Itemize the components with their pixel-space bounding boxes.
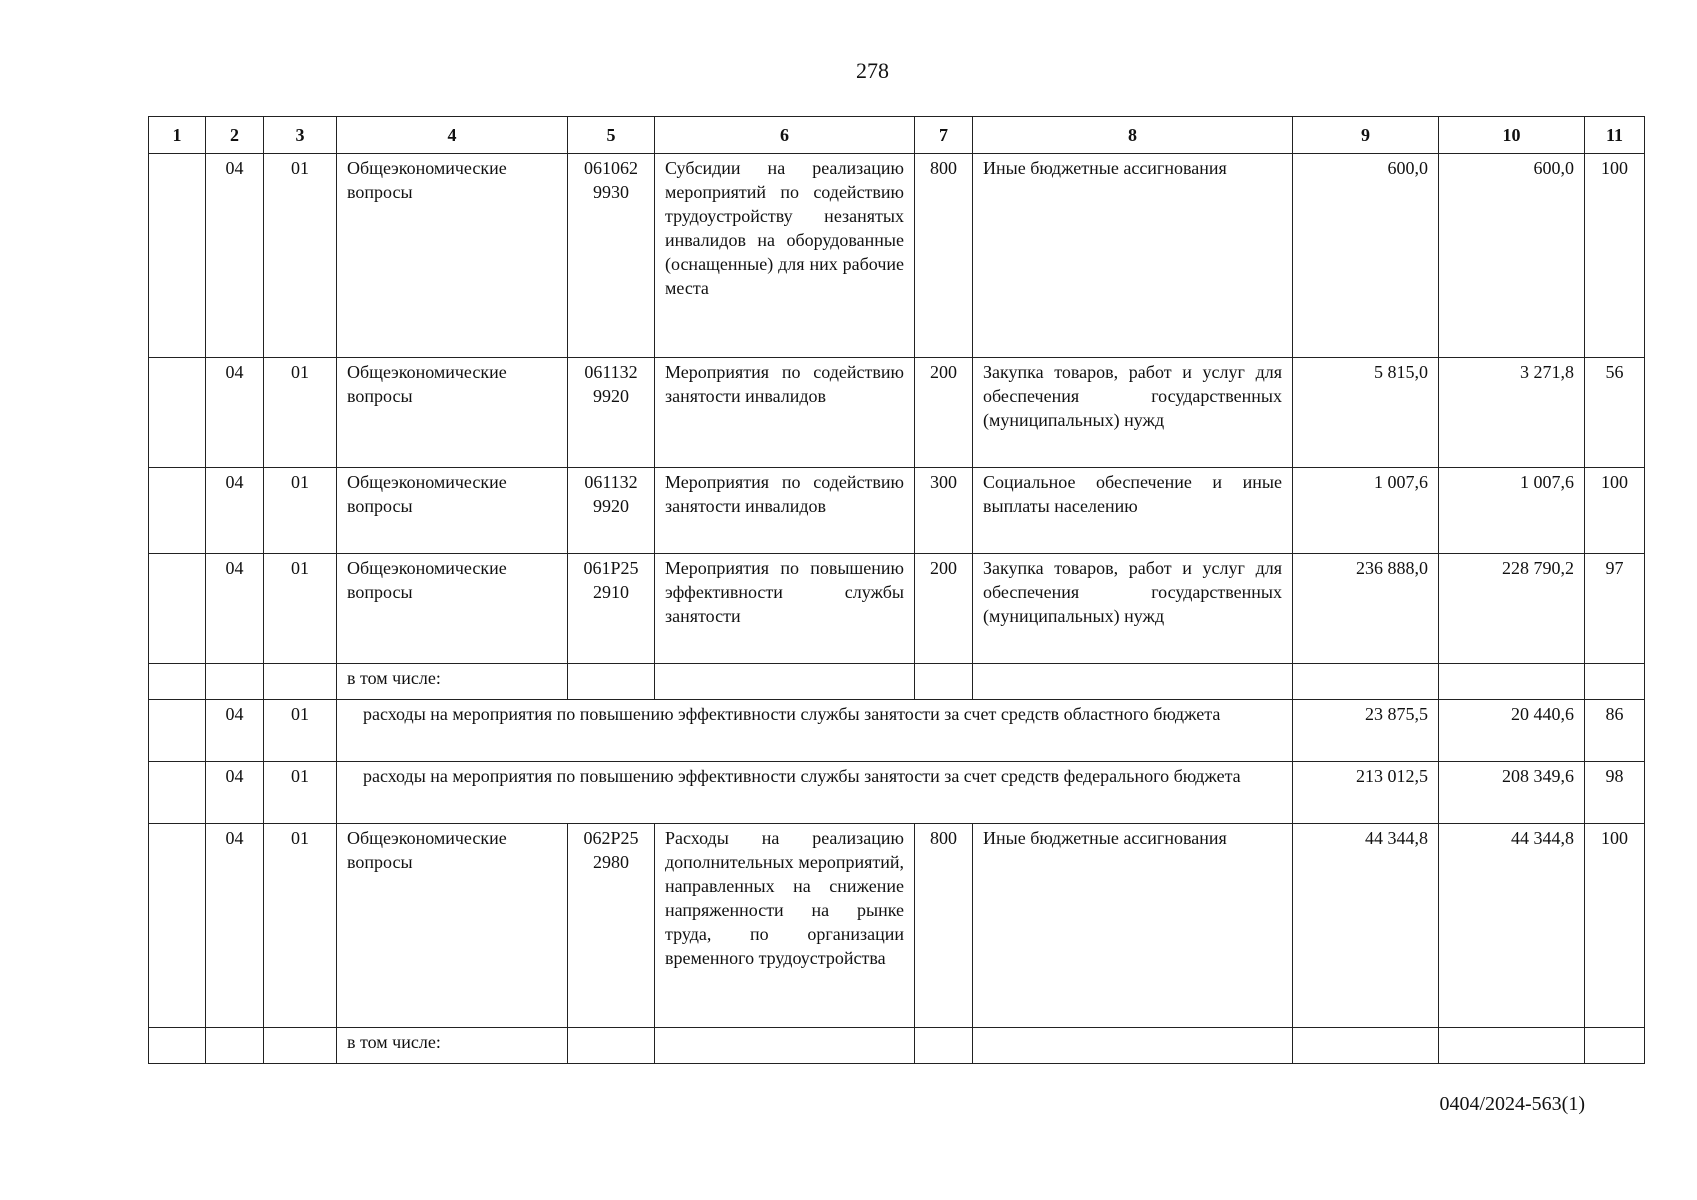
cell-percent: 56: [1585, 358, 1645, 468]
cell-target-name: Расходы на реализацию дополнительных мероприятий, направленных на снижение напряженности на рынке труда, по организации временного трудоустройства: [655, 824, 915, 1028]
cell-executed: 20 440,6: [1439, 700, 1585, 762]
cell-expense-name: Социальное обеспечение и иные выплаты населению: [973, 468, 1293, 554]
cell-expense-type: 300: [915, 468, 973, 554]
cell-percent: 98: [1585, 762, 1645, 824]
cell-subsection: 01: [264, 154, 337, 358]
cell-planned: 236 888,0: [1293, 554, 1439, 664]
cell-expense-name: Закупка товаров, работ и услуг для обеспечения государственных (муниципальных) нужд: [973, 358, 1293, 468]
cell-executed: 208 349,6: [1439, 762, 1585, 824]
cell-col-1: [149, 554, 206, 664]
cell-section-name: Общеэкономические вопросы: [337, 154, 568, 358]
cell-expense-name: Иные бюджетные ассигнования: [973, 824, 1293, 1028]
page-number: 278: [856, 58, 889, 83]
table-row: [149, 762, 1645, 824]
cell-subsection: 01: [264, 358, 337, 468]
cell-executed: 1 007,6: [1439, 468, 1585, 554]
sub-expense-text: расходы на мероприятия по повышению эффективности службы занятости за счет средств областного бюджета: [363, 704, 1221, 724]
header-col-8: 8: [973, 117, 1293, 154]
cell-col-1: [149, 154, 206, 358]
cell-target-code: 061132 9920: [568, 468, 655, 554]
cell-target-name: Субсидии на реализацию мероприятий по содействию трудоустройству незанятых инвалидов на оборудованные (оснащенные) для них рабочие места: [655, 154, 915, 358]
header-col-7: 7: [915, 117, 973, 154]
cell-percent: 100: [1585, 824, 1645, 1028]
cell-section-name: Общеэкономические вопросы: [337, 554, 568, 664]
cell-col-1: [149, 358, 206, 468]
table-row: [149, 824, 1645, 1028]
cell-section: 04: [206, 154, 264, 358]
header-row: [149, 117, 1645, 154]
cell-percent: 86: [1585, 700, 1645, 762]
cell-planned: 5 815,0: [1293, 358, 1439, 468]
cell-section: 04: [206, 554, 264, 664]
cell-subsection: 01: [264, 468, 337, 554]
header-col-5: 5: [568, 117, 655, 154]
header-col-10: 10: [1439, 117, 1585, 154]
cell-section: 04: [206, 762, 264, 824]
cell-sub-expense: [337, 700, 1293, 762]
budget-table: [148, 116, 1645, 1064]
table-row: [149, 358, 1645, 468]
table-row: [149, 664, 1645, 700]
cell-section: 04: [206, 700, 264, 762]
cell-target-code: 061132 9920: [568, 358, 655, 468]
cell-subsection: 01: [264, 762, 337, 824]
cell-target-name: Мероприятия по содействию занятости инвалидов: [655, 358, 915, 468]
cell-section: 04: [206, 358, 264, 468]
cell-expense-name: Закупка товаров, работ и услуг для обеспечения государственных (муниципальных) нужд: [973, 554, 1293, 664]
table-row: [149, 700, 1645, 762]
cell-col-1: [149, 824, 206, 1028]
cell-target-name: Мероприятия по повышению эффективности службы занятости: [655, 554, 915, 664]
cell-target-code: 061Р25 2910: [568, 554, 655, 664]
including-label: в том числе:: [337, 1028, 568, 1064]
cell-executed: 600,0: [1439, 154, 1585, 358]
cell-percent: 97: [1585, 554, 1645, 664]
cell-subsection: 01: [264, 700, 337, 762]
header-col-4: 4: [337, 117, 568, 154]
cell-expense-name: Иные бюджетные ассигнования: [973, 154, 1293, 358]
cell-section-name: Общеэкономические вопросы: [337, 824, 568, 1028]
cell-target-code: 061062 9930: [568, 154, 655, 358]
cell-planned: 600,0: [1293, 154, 1439, 358]
header-col-3: 3: [264, 117, 337, 154]
cell-percent: 100: [1585, 468, 1645, 554]
table-row: [149, 468, 1645, 554]
table-row: [149, 154, 1645, 358]
cell-executed: 3 271,8: [1439, 358, 1585, 468]
cell-section-name: Общеэкономические вопросы: [337, 358, 568, 468]
header-col-6: 6: [655, 117, 915, 154]
cell-expense-type: 800: [915, 824, 973, 1028]
cell-planned: 213 012,5: [1293, 762, 1439, 824]
including-label: в том числе:: [337, 664, 568, 700]
cell-expense-type: 200: [915, 358, 973, 468]
sub-expense-text: расходы на мероприятия по повышению эффективности службы занятости за счет средств федерального бюджета: [363, 766, 1241, 786]
cell-col-1: [149, 468, 206, 554]
cell-planned: 44 344,8: [1293, 824, 1439, 1028]
cell-expense-type: 200: [915, 554, 973, 664]
header-col-9: 9: [1293, 117, 1439, 154]
table-row: [149, 1028, 1645, 1064]
cell-section: 04: [206, 824, 264, 1028]
cell-expense-type: 800: [915, 154, 973, 358]
header-col-2: 2: [206, 117, 264, 154]
cell-section: 04: [206, 468, 264, 554]
cell-executed: 44 344,8: [1439, 824, 1585, 1028]
document-code: 0404/2024-563(1): [1439, 1093, 1585, 1115]
header-col-1: 1: [149, 117, 206, 154]
cell-target-code: 062Р25 2980: [568, 824, 655, 1028]
cell-planned: 1 007,6: [1293, 468, 1439, 554]
cell-subsection: 01: [264, 554, 337, 664]
cell-percent: 100: [1585, 154, 1645, 358]
cell-planned: 23 875,5: [1293, 700, 1439, 762]
cell-executed: 228 790,2: [1439, 554, 1585, 664]
cell-sub-expense: [337, 762, 1293, 824]
cell-section-name: Общеэкономические вопросы: [337, 468, 568, 554]
cell-subsection: 01: [264, 824, 337, 1028]
header-col-11: 11: [1585, 117, 1645, 154]
table-row: [149, 554, 1645, 664]
cell-target-name: Мероприятия по содействию занятости инвалидов: [655, 468, 915, 554]
